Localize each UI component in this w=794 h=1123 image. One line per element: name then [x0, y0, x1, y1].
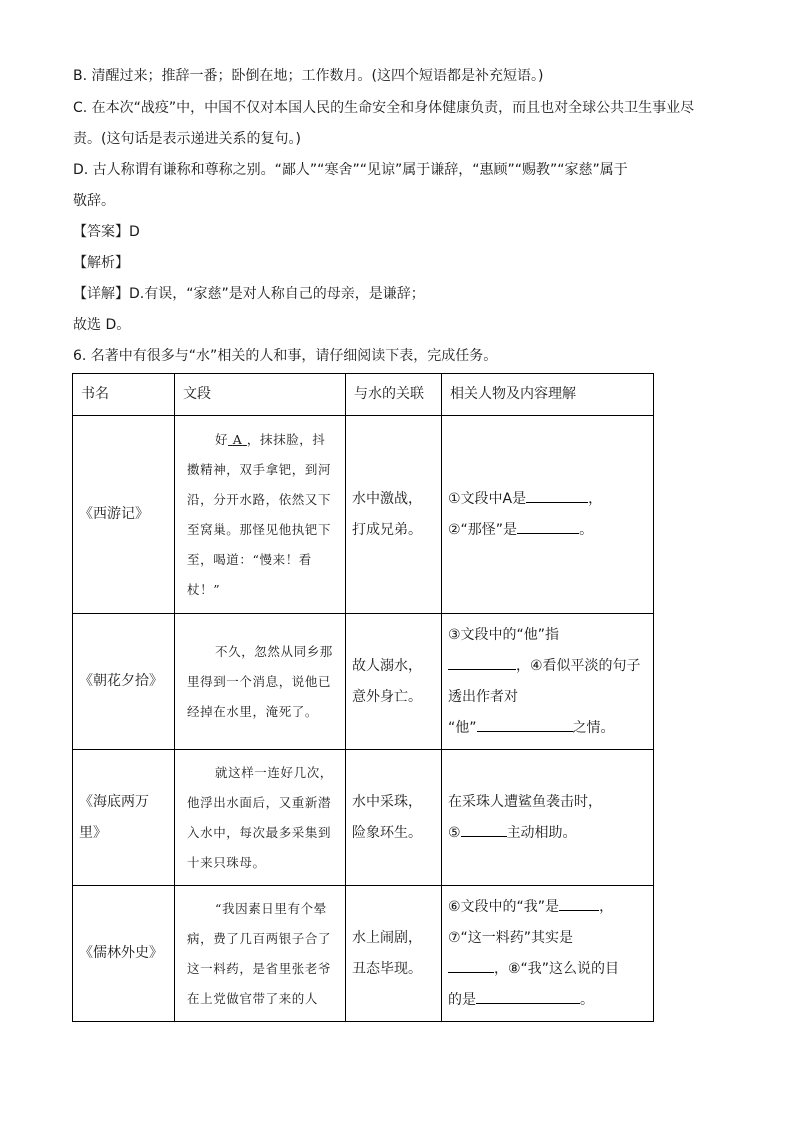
table-row — [73, 750, 654, 886]
answer-line — [73, 222, 140, 242]
option-d-line1: D. 古人称谓有谦称和尊称之别。“鄙人”“寒舍”“见谅”属于谦辞，“惠顾”“赐教”“家慈”属于 — [73, 162, 628, 178]
header-understanding: 相关人物及内容理解 — [442, 374, 654, 416]
book-title: 《海底两万 里》 — [73, 750, 175, 886]
understanding-cell: ①文段中A是 ， ②“那怪”是 。 — [442, 416, 654, 614]
relation-cell: 水中采珠， 险象环生。 — [346, 750, 442, 886]
detail-line — [73, 284, 425, 304]
header-relation: 与水的关联 — [346, 374, 442, 416]
table-row — [73, 886, 654, 1022]
passage-text: “我因素日里有个晕病，费了几百两银子合了这一料药，是省里张老爷在上党做官带了来的人 — [175, 886, 346, 1022]
blank-mark-a: A — [232, 431, 243, 447]
analysis-tag: 【解析】 — [73, 255, 129, 271]
option-d-line2: 敬辞。 — [73, 193, 115, 209]
detail-text: D.有误，“家慈”是对人称自己的母亲，是谦辞； — [129, 286, 425, 302]
conclusion: 故选 D。 — [73, 317, 131, 333]
answer-blank-8[interactable] — [476, 987, 580, 1004]
answer-blank-6[interactable] — [559, 894, 599, 911]
answer-tag: 【答案】 — [73, 224, 129, 240]
passage-text: 好 A ，抹抹脸，抖擞精神，双手拿钯，到河沿，分开水路，依然又下至窝巢。那怪见他执钯下至，喝道：“慢来！看杖！” — [175, 416, 346, 614]
book-title: 《儒林外史》 — [73, 886, 175, 1022]
answer-blank-4[interactable] — [477, 715, 573, 732]
answer-blank-2[interactable] — [517, 517, 579, 534]
header-book: 书名 — [73, 374, 175, 416]
detail-tag: 【详解】 — [73, 286, 129, 302]
book-title: 《朝花夕拾》 — [73, 614, 175, 750]
option-b: B. 清醒过来；推辞一番；卧倒在地；工作数月。(这四个短语都是补充短语。) — [73, 68, 544, 84]
understanding-cell: ⑥文段中的“我”是 ， ⑦“这一料药”其实是 ，⑧“我”这么说的目 的是 。 — [442, 886, 654, 1022]
table-header-row — [73, 374, 654, 416]
table-row — [73, 614, 654, 750]
relation-cell: 故人溺水， 意外身亡。 — [346, 614, 442, 750]
question-6-table — [72, 373, 654, 1022]
passage-text: 不久，忽然从同乡那里得到一个消息，说他已经掉在水里，淹死了。 — [175, 614, 346, 750]
book-title: 《西游记》 — [73, 416, 175, 614]
answer-blank-7[interactable] — [448, 956, 494, 973]
option-c-line1: C. 在本次“战疫”中，中国不仅对本国人民的生命安全和身体健康负责，而且也对全球公共卫生事业尽 — [73, 100, 695, 116]
relation-cell: 水中激战， 打成兄弟。 — [346, 416, 442, 614]
answer-value: D — [129, 224, 140, 240]
relation-cell: 水上闹剧， 丑态毕现。 — [346, 886, 442, 1022]
passage-text: 就这样一连好几次，他浮出水面后，又重新潜入水中，每次最多采集到十来只珠母。 — [175, 750, 346, 886]
header-passage: 文段 — [175, 374, 346, 416]
answer-blank-1[interactable] — [526, 486, 588, 503]
understanding-cell: ③文段中的“他”指 ，④看似平淡的句子 透出作者对 “他” 之情。 — [442, 614, 654, 750]
question-6-intro: 6. 名著中有很多与“水”相关的人和事，请仔细阅读下表，完成任务。 — [73, 348, 498, 364]
understanding-cell: 在采珠人遭鲨鱼袭击时， ⑤ 主动相助。 — [442, 750, 654, 886]
answer-blank-5[interactable] — [461, 820, 507, 837]
table-row — [73, 416, 654, 614]
option-c-line2: 责。(这句话是表示递进关系的复句。) — [73, 131, 301, 147]
answer-blank-3[interactable] — [448, 653, 516, 670]
